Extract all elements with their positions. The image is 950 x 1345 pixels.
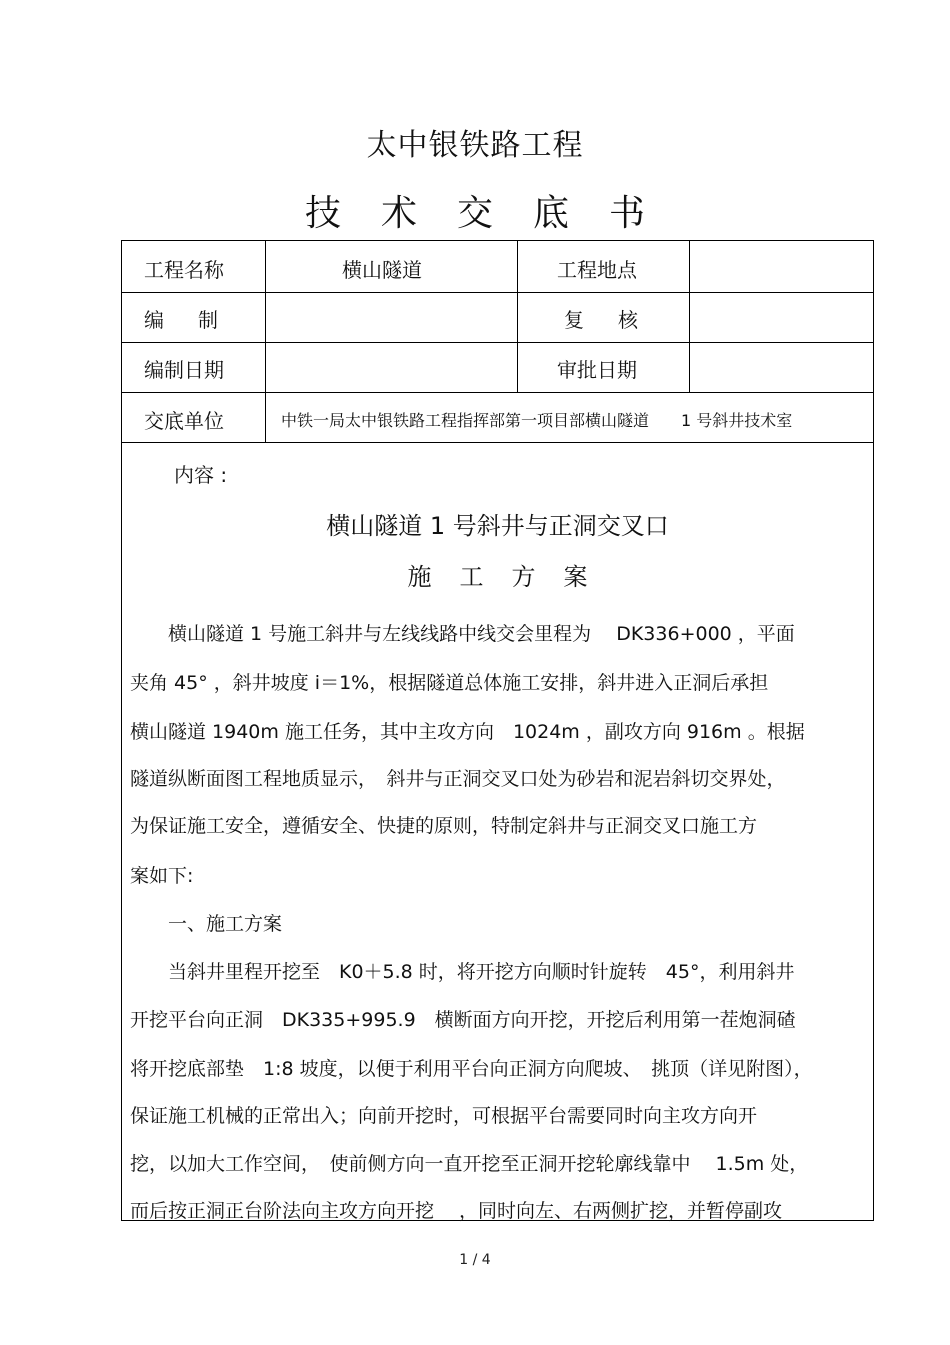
- content-line: 当斜井里程开挖至 K0＋5.8 时，将开挖方向顺时针旋转 45°，利用斜井: [130, 961, 795, 983]
- prep-date-label: 编制日期: [144, 358, 224, 382]
- disclosure-table: [121, 240, 874, 1221]
- section-heading: 一、施工方案: [130, 913, 283, 935]
- reviewed-label: 复核: [564, 308, 672, 332]
- project-name-value: 横山隧道: [342, 258, 422, 282]
- content-line: 隧道纵断面图工程地质显示， 斜井与正洞交叉口处为砂岩和泥岩斜切交界处，: [130, 768, 786, 790]
- content-line: 挖，以加大工作空间， 使前侧方向一直开挖至正洞开挖轮廓线靠中 1.5m 处，: [130, 1153, 809, 1175]
- document-subtitle: 技术交底书: [304, 193, 685, 234]
- content-line: 而后按正洞正台阶法向主攻方向开挖 ，同时向左、右两侧扩挖，并暂停副攻: [130, 1200, 783, 1222]
- plan-heading: 横山隧道 1 号斜井与正洞交叉口: [326, 512, 669, 540]
- document-title: 太中银铁路工程: [366, 128, 584, 163]
- content-line: 开挖平台向正洞 DK335+995.9 横断面方向开挖，开挖后利用第一茬炮洞碴: [130, 1009, 796, 1031]
- approval-date-label: 审批日期: [557, 358, 637, 382]
- content-line: 横山隧道 1940m 施工任务，其中主攻方向 1024m ，副攻方向 916m 。根据: [130, 721, 805, 743]
- page-indicator: 1 / 4: [459, 1252, 491, 1268]
- plan-subheading: 施工方案: [407, 563, 616, 591]
- content-line: 横山隧道 1 号施工斜井与左线线路中线交会里程为 DK336+000 ，平面: [130, 623, 795, 645]
- project-name-label: 工程名称: [144, 258, 224, 282]
- unit-value: 中铁一局太中银铁路工程指挥部第一项目部横山隧道 1 号斜井技术室: [281, 411, 793, 430]
- location-label: 工程地点: [557, 258, 637, 282]
- content-line: 保证施工机械的正常出入；向前开挖时，可根据平台需要同时向主攻方向开: [130, 1105, 758, 1127]
- prepared-label: 编制: [144, 308, 252, 332]
- content-line: 为保证施工安全，遵循安全、快捷的原则，特制定斜井与正洞交叉口施工方: [130, 815, 758, 837]
- content-label: 内容 :: [174, 463, 228, 487]
- content-line: 案如下:: [130, 865, 194, 887]
- unit-label: 交底单位: [144, 409, 224, 433]
- content-line: 将开挖底部垫 1:8 坡度，以便于利用平台向正洞方向爬坡、 挑顶（详见附图），: [130, 1058, 813, 1080]
- content-line: 夹角 45° ，斜井坡度 i＝1%，根据隧道总体施工安排，斜井进入正洞后承担: [130, 672, 769, 694]
